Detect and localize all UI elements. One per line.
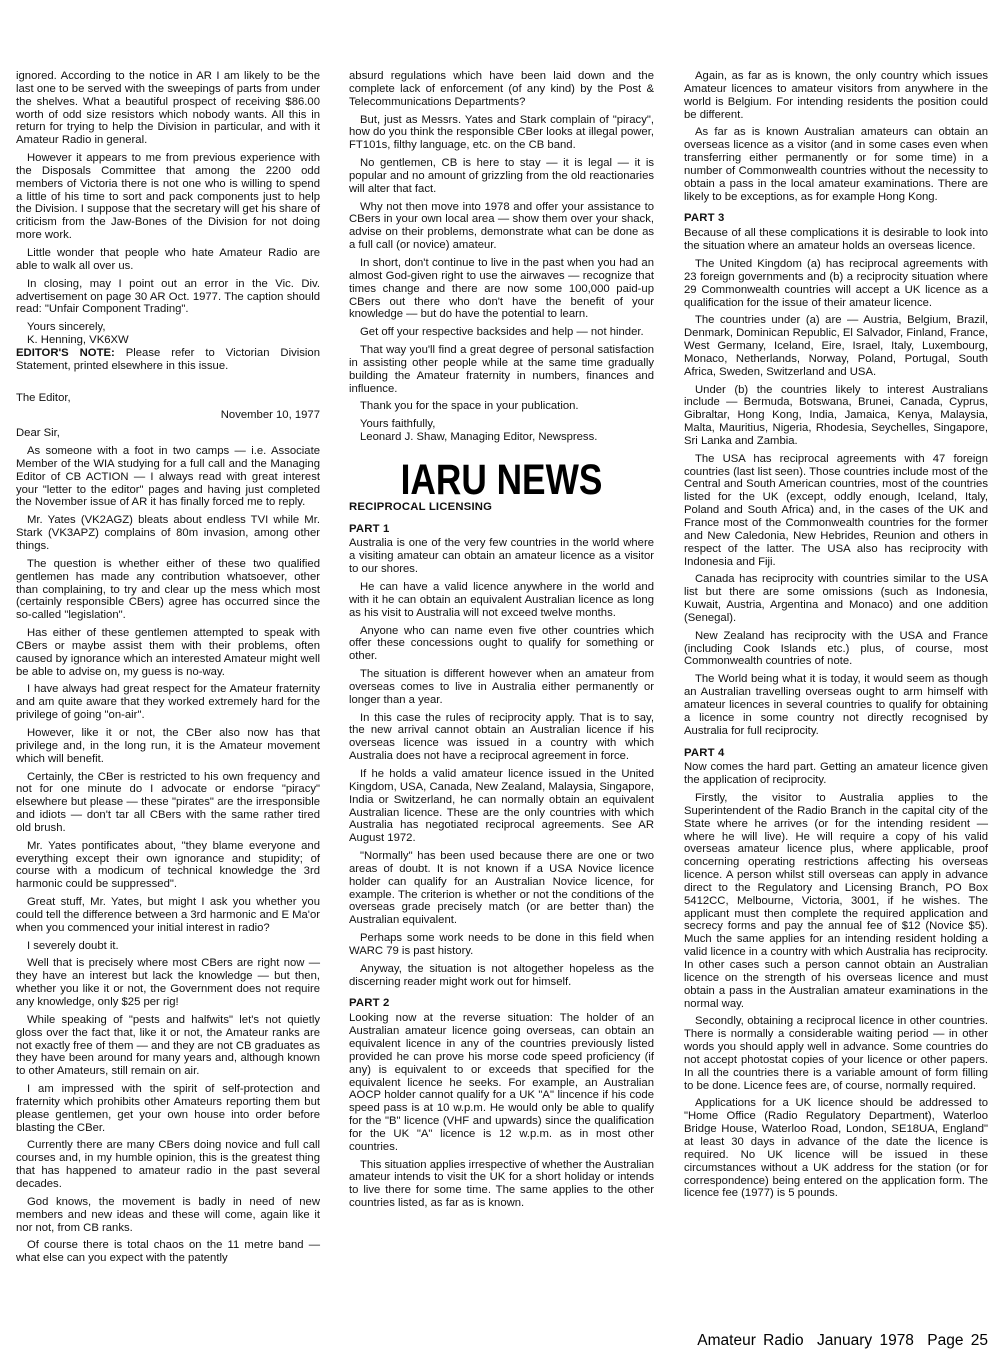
column-right (684, 70, 988, 1205)
paragraph: Currently there are many CBers doing novice and full call courses and, in my humble opinion, this is the greatest thing that has happened to amateur radio in the past several decades. (16, 1139, 320, 1190)
paragraph: Certainly, the CBer is restricted to his own frequency and not for one minute do I advocate or endorse "piracy" elsewhere but please — these "pirates" are the irresponsible and idiots — don't tar all CBers with the same rather tired old brush. (16, 770, 320, 834)
paragraph: Thank you for the space in your publication. (360, 400, 579, 413)
paragraph: The World being what it is today, it would seem as though an Australian travelling overseas ought to arm himself with amateur licences in several countries to qualify for obtaining a licence in some country not directly recognised by Australia for full reciprocity. (684, 673, 988, 737)
paragraph: Firstly, the visitor to Australia applies to the Superintendent of the Radio Branch in the capital city of the State where he arrives (or for the intending resident — where he will live). He will require a copy of his valid overseas amateur licence plus, where applicable, proof concerning operating restrictions affecting his overseas licence. A person whilst still overseas can apply in advance direct to the Regulatory and Licensing Branch, PO Box 5412CC, Melbourne, Victoria, 3001, if he wishes. The applicant must then complete the required application and secrecy forms and pay the annual fee of $12 (Novice $5). Much the same applies for an intending resident holding a valid licence in a country with which Australia has reciprocity. In other cases such a person cannot obtain an Australian licence on the strength of his overseas licence and must obtain a pass in the Australian amateur examinations in the normal way. (684, 792, 988, 1010)
part-heading: PART 1 (349, 522, 390, 535)
paragraph: Canada has reciprocity with countries similar to the USA list but there are some omissions (such as Indonesia, Kuwait, Austria, Argentina and Monaco) and one addition (Senegal). (684, 573, 988, 624)
paragraph: absurd regulations which have been laid down and the complete lack of enforcement (of any kind) by the Post & Telecommunications Departments? (349, 70, 654, 108)
part-heading: PART 4 (684, 746, 725, 759)
paragraph: While speaking of "pests and halfwits" let's not quietly gloss over the fact that, like it or not, the Amateur ranks are not exactly free of them — and they are not CB graduates as they have been around for many years and, although known to other Amateurs, still remain on air. (16, 1013, 320, 1078)
letter-closing: Yours sincerely, (27, 321, 106, 334)
paragraph: Secondly, obtaining a reciprocal licence in other countries. There is normally a considerable waiting period — in other words you should apply well in advance. Some countries do not accept photostat copies of your licence or other papers. In all the countries there is a variable amount of form filling to be done. Licence fees are, of course, normally required. (684, 1015, 988, 1092)
paragraph: Well that is precisely where most CBers are right now — they have an interest but lack the knowledge — but then, whether you like it or not, the Government does not require any knowledge, only $25 per rig! (16, 957, 320, 1008)
article-title: RECIPROCAL LICENSING (349, 500, 493, 513)
footer-page-number: Page 25 (927, 1332, 988, 1349)
editors-note (16, 347, 320, 373)
paragraph: The countries under (a) are — Austria, Belgium, Brazil, Denmark, Dominican Republic, El Salvador, Finland, France, West Germany, Iceland, Eire, Israel, Italy, Luxembourg, Monaco, Netherlands, Norway, Poland, Portugal, South Africa, Sweden, Switzerland and USA. (684, 314, 988, 378)
section-headline: IARU NEWS (400, 455, 603, 504)
editors-note-label: EDITOR'S NOTE: (16, 346, 115, 359)
paragraph: This situation applies irrespective of whether the Australian amateur intends to visit the UK for a short holiday or intends to live there for some time. The same applies to the other countries listed, as far as is known. (349, 1158, 654, 1210)
paragraph: The question is whether either of these two qualified gentlemen has made any contribution whatsoever, other than complaining, to try and clear up the mess which most (certainly responsible CBers) agree has occurred since the so-called "legislation". (16, 557, 320, 622)
editors-note-text: Please refer to Victorian Division Statement, printed elsewhere in this issue. (16, 346, 320, 372)
paragraph: But, just as Messrs. Yates and Stark complain of "piracy", how do you think the responsible CBer looks at illegal power, FT101s, filthy language, etc. on the CB band. (349, 113, 654, 152)
letter-salutation: Dear Sir, (16, 427, 60, 440)
letter-date: November 10, 1977 (220, 409, 320, 422)
letter-addressee: The Editor, (16, 391, 71, 404)
paragraph: I severely doubt it. (27, 939, 119, 952)
footer-issue: January 1978 (817, 1332, 914, 1349)
paragraph: Has either of these gentlemen attempted to speak with CBers or maybe assist them with their problems, often caused by ignorance which an interested Amateur might well be able to advise on, my guess is no-way. (16, 627, 320, 678)
paragraph: New Zealand has reciprocity with the USA and France (including Cook Islands etc.) plus, of course, most Commonwealth countries of note. (684, 629, 988, 668)
paragraph: God knows, the movement is badly in need of new members and new ideas and these will come, again like it nor not, from CB ranks. (16, 1195, 320, 1234)
paragraph: Mr. Yates pontificates about, "they blame everyone and everything except their own ignorance and stupidity; of course with a modicum of technical knowledge the 3rd harmonic could be suppressed". (16, 839, 320, 891)
paragraph: No gentlemen, CB is here to stay — it is legal — it is popular and no amount of grizzling from the old reactionaries will alter that fact. (349, 157, 654, 195)
letter-closing: Yours faithfully, (360, 418, 436, 431)
paragraph: In short, don't continue to live in the past when you had an almost God-given right to use the airwaves — recognize that times change and there are now some 100,000 paid-up CBers out there who don't have the benefit of your knowledge — but do have the potential to learn. (349, 256, 654, 321)
paragraph: He can have a valid licence anywhere in the world and with it he can obtain an equivalent Australian licence as long as his visit to Australia will not exceed twelve months. (349, 581, 654, 619)
paragraph: Applications for a UK licence should be addressed to "Home Office (Radio Regulatory Department), Waterloo Bridge House, Waterloo Road, London, SE18UA, England" at least 30 days in advance of the date the licence is required. No UK licence will be issued in these circumstances without a UK address for the station (or for correspondence) being entered on the application form. The licence fee (1977) is 5 pounds. (684, 1097, 988, 1200)
paragraph: Little wonder that people who hate Amateur Radio are able to walk all over us. (16, 246, 320, 272)
paragraph: Great stuff, Mr. Yates, but might I ask you whether you could tell the difference between a 3rd harmonic and E Ma'or when you commenced your initial interest in radio? (16, 896, 321, 934)
paragraph: In this case the rules of reciprocity apply. That is to say, the new arrival cannot obtain an Australian licence if his overseas licence was issued in a country with which Australia does not have a reciprocal agreement in force. (349, 711, 654, 763)
paragraph: Now comes the hard part. Getting an amateur licence given the application of reciprocity. (684, 761, 988, 787)
paragraph: Anyway, the situation is not altogether hopeless as the discerning reader might work out for himself. (349, 962, 654, 988)
paragraph: I am impressed with the spirit of self-protection and fraternity which prohibits other Amateurs reporting them but please gentlemen, get your own house into order before blasting the CBer. (16, 1083, 320, 1134)
paragraph: However it appears to me from previous experience with the Disposals Committee that among the 2200 odd members of Victoria there is not one who is willing to spend a little of his time to sort and pack components just to help the Division. I suppose that the secretary will get his share of criticism from the Jaw-Bones of the Division for not doing more work. (16, 152, 320, 242)
part-heading: PART 2 (349, 997, 390, 1010)
paragraph: Of course there is total chaos on the 11 metre band — what else can you expect with the patently (16, 1239, 320, 1265)
paragraph: Anyone who can name even five other countries which offer these concessions ought to qualify for something or other. (349, 624, 654, 663)
paragraph: Because of all these complications it is desirable to look into the situation where an amateur holds an overseas licence. (684, 227, 988, 253)
paragraph: Under (b) the countries likely to interest Australians include — Bermuda, Botswana, Brunei, Canada, Cyprus, Gibraltar, Hong Kong, India, Jamaica, Kenya, Malaysia, Malta, Mauritius, Nigeria, Rhodesia, Seychelles, Singapore, Sri Lanka and Zambia. (684, 383, 988, 447)
letter-signer: K. Henning, VK6XW (27, 334, 129, 347)
paragraph: That way you'll find a great degree of personal satisfaction in assisting other people while at the same time gradually building the Amateur fraternity in numbers, finances and influence. (349, 344, 654, 395)
paragraph: As far as is known Australian amateurs can obtain an overseas licence as a visitor (and in some cases even when transferring either permanently or for some time) in a number of Commonwealth countries without the necessity to obtain a pass in the local amateur examinations. There are likely to be exceptions, as for example Hong Kong. (684, 126, 988, 203)
paragraph: However, like it or not, the CBer also now has that privilege and, in the long run, it is the Amateur movement which will benefit. (16, 726, 320, 765)
page-footer (691, 1332, 988, 1350)
paragraph: Again, as far as is known, the only country which issues Amateur licences to amateur visitors from anywhere in the world is Belgium. For intending residents the position could be different. (684, 70, 988, 121)
paragraph: Mr. Yates (VK2AGZ) bleats about endless TVI while Mr. Stark (VK3APZ) complains of 80m invasion, among other things. (16, 514, 320, 552)
paragraph: Perhaps some work needs to be done in this field when WARC 79 is past history. (349, 932, 654, 957)
paragraph: Get off your respective backsides and help — not hinder. (360, 326, 644, 339)
paragraph: I have always had great respect for the Amateur fraternity and am quite aware that they worked extremely hard for the privilege of going "on-air". (16, 683, 320, 722)
column-middle (349, 70, 654, 1215)
paragraph: Looking now at the reverse situation: The holder of an Australian amateur licence going overseas, can obtain an equivalent licence in any of the countries previously listed provided he can prove his morse code speed proficiency (if any) is equivalent to or exceeds that specified for the equivalent licence he seeks. For example, an Australian AOCP holder cannot qualify for a UK "A" lincence if his code speed pass is at 10 w.p.m. He would only be able to qualify for the "B" licence (VHF and upwards) since the qualification for the UK "A" licence is 12 w.p.m. as in most other countries. (349, 1012, 654, 1153)
paragraph: ignored. According to the notice in AR I am likely to be the last one to be served with the sweepings of parts from under the shelves. What a beautiful prospect of receiving $86.00 worth of odd size resistors which nobody wants. All this in return for trying to help the Division in particular, and with it Amateur Radio in general. (16, 70, 320, 147)
paragraph: The USA has reciprocal agreements with 47 foreign countries (last list seen). Those countries include most of the Central and South American countries, most of the countries listed for the UK (except, oddly enough, Iceland, Italy, Poland and South Africa) and, in the cases of the UK and France most of the Commonwealth countries for the former and New Caledonia, New Hebrides, Reunion and others in respect of the latter. The USA also has reciprocity with Indonesia and Fiji. (684, 452, 988, 568)
paragraph: In closing, may I point out an error in the Vic. Div. advertisement on page 30 AR Oct. 1977. The caption should read: "Unfair Component Trading". (16, 277, 320, 316)
paragraph: As someone with a foot in two camps — i.e. Associate Member of the WIA studying for a full call and the Managing Editor of CB ACTION — I always read with great interest your "letter to the editor" pages and having just completed the November issue of AR it has finally forced me to reply. (16, 445, 320, 509)
paragraph: The United Kingdom (a) has reciprocal agreements with 23 foreign governments and (b) a reciprocity situation where 29 Commonwealth countries will accept a UK licence as a qualification for the issue of their amateur licence. (684, 257, 988, 309)
paragraph: The situation is different however when an amateur from overseas comes to live in Australia either permanently or longer than a year. (349, 668, 654, 706)
part-heading: PART 3 (684, 212, 725, 225)
footer-magazine: Amateur Radio (697, 1332, 804, 1349)
paragraph: "Normally" has been used because there are one or two areas of doubt. It is not known if a USA Novice licence holder can qualify for an Australian Novice licence, for example. The criterion is whether or not the conditions of the overseas grade precisely match (or are better than) the Australian equivalent. (349, 850, 654, 927)
paragraph: Why not then move into 1978 and offer your assistance to CBers in your own local area — show them over your shack, advise on their problems, demonstrate what can be done as a full call (or novice) amateur. (349, 200, 654, 252)
column-left (16, 70, 320, 1270)
letter-signer: Leonard J. Shaw, Managing Editor, Newspress. (360, 431, 598, 444)
paragraph: If he holds a valid amateur licence issued in the United Kingdom, USA, Canada, New Zealand, Malaysia, Singapore, India or Switzerland, he can normally obtain an equivalent Australian licence. These are the only countries with which Australia has negotiated reciprocal agreements. See AR August 1972. (349, 767, 654, 845)
paragraph: Australia is one of the very few countries in the world where a visiting amateur can obtain an amateur licence as a visitor to our shores. (349, 537, 654, 576)
